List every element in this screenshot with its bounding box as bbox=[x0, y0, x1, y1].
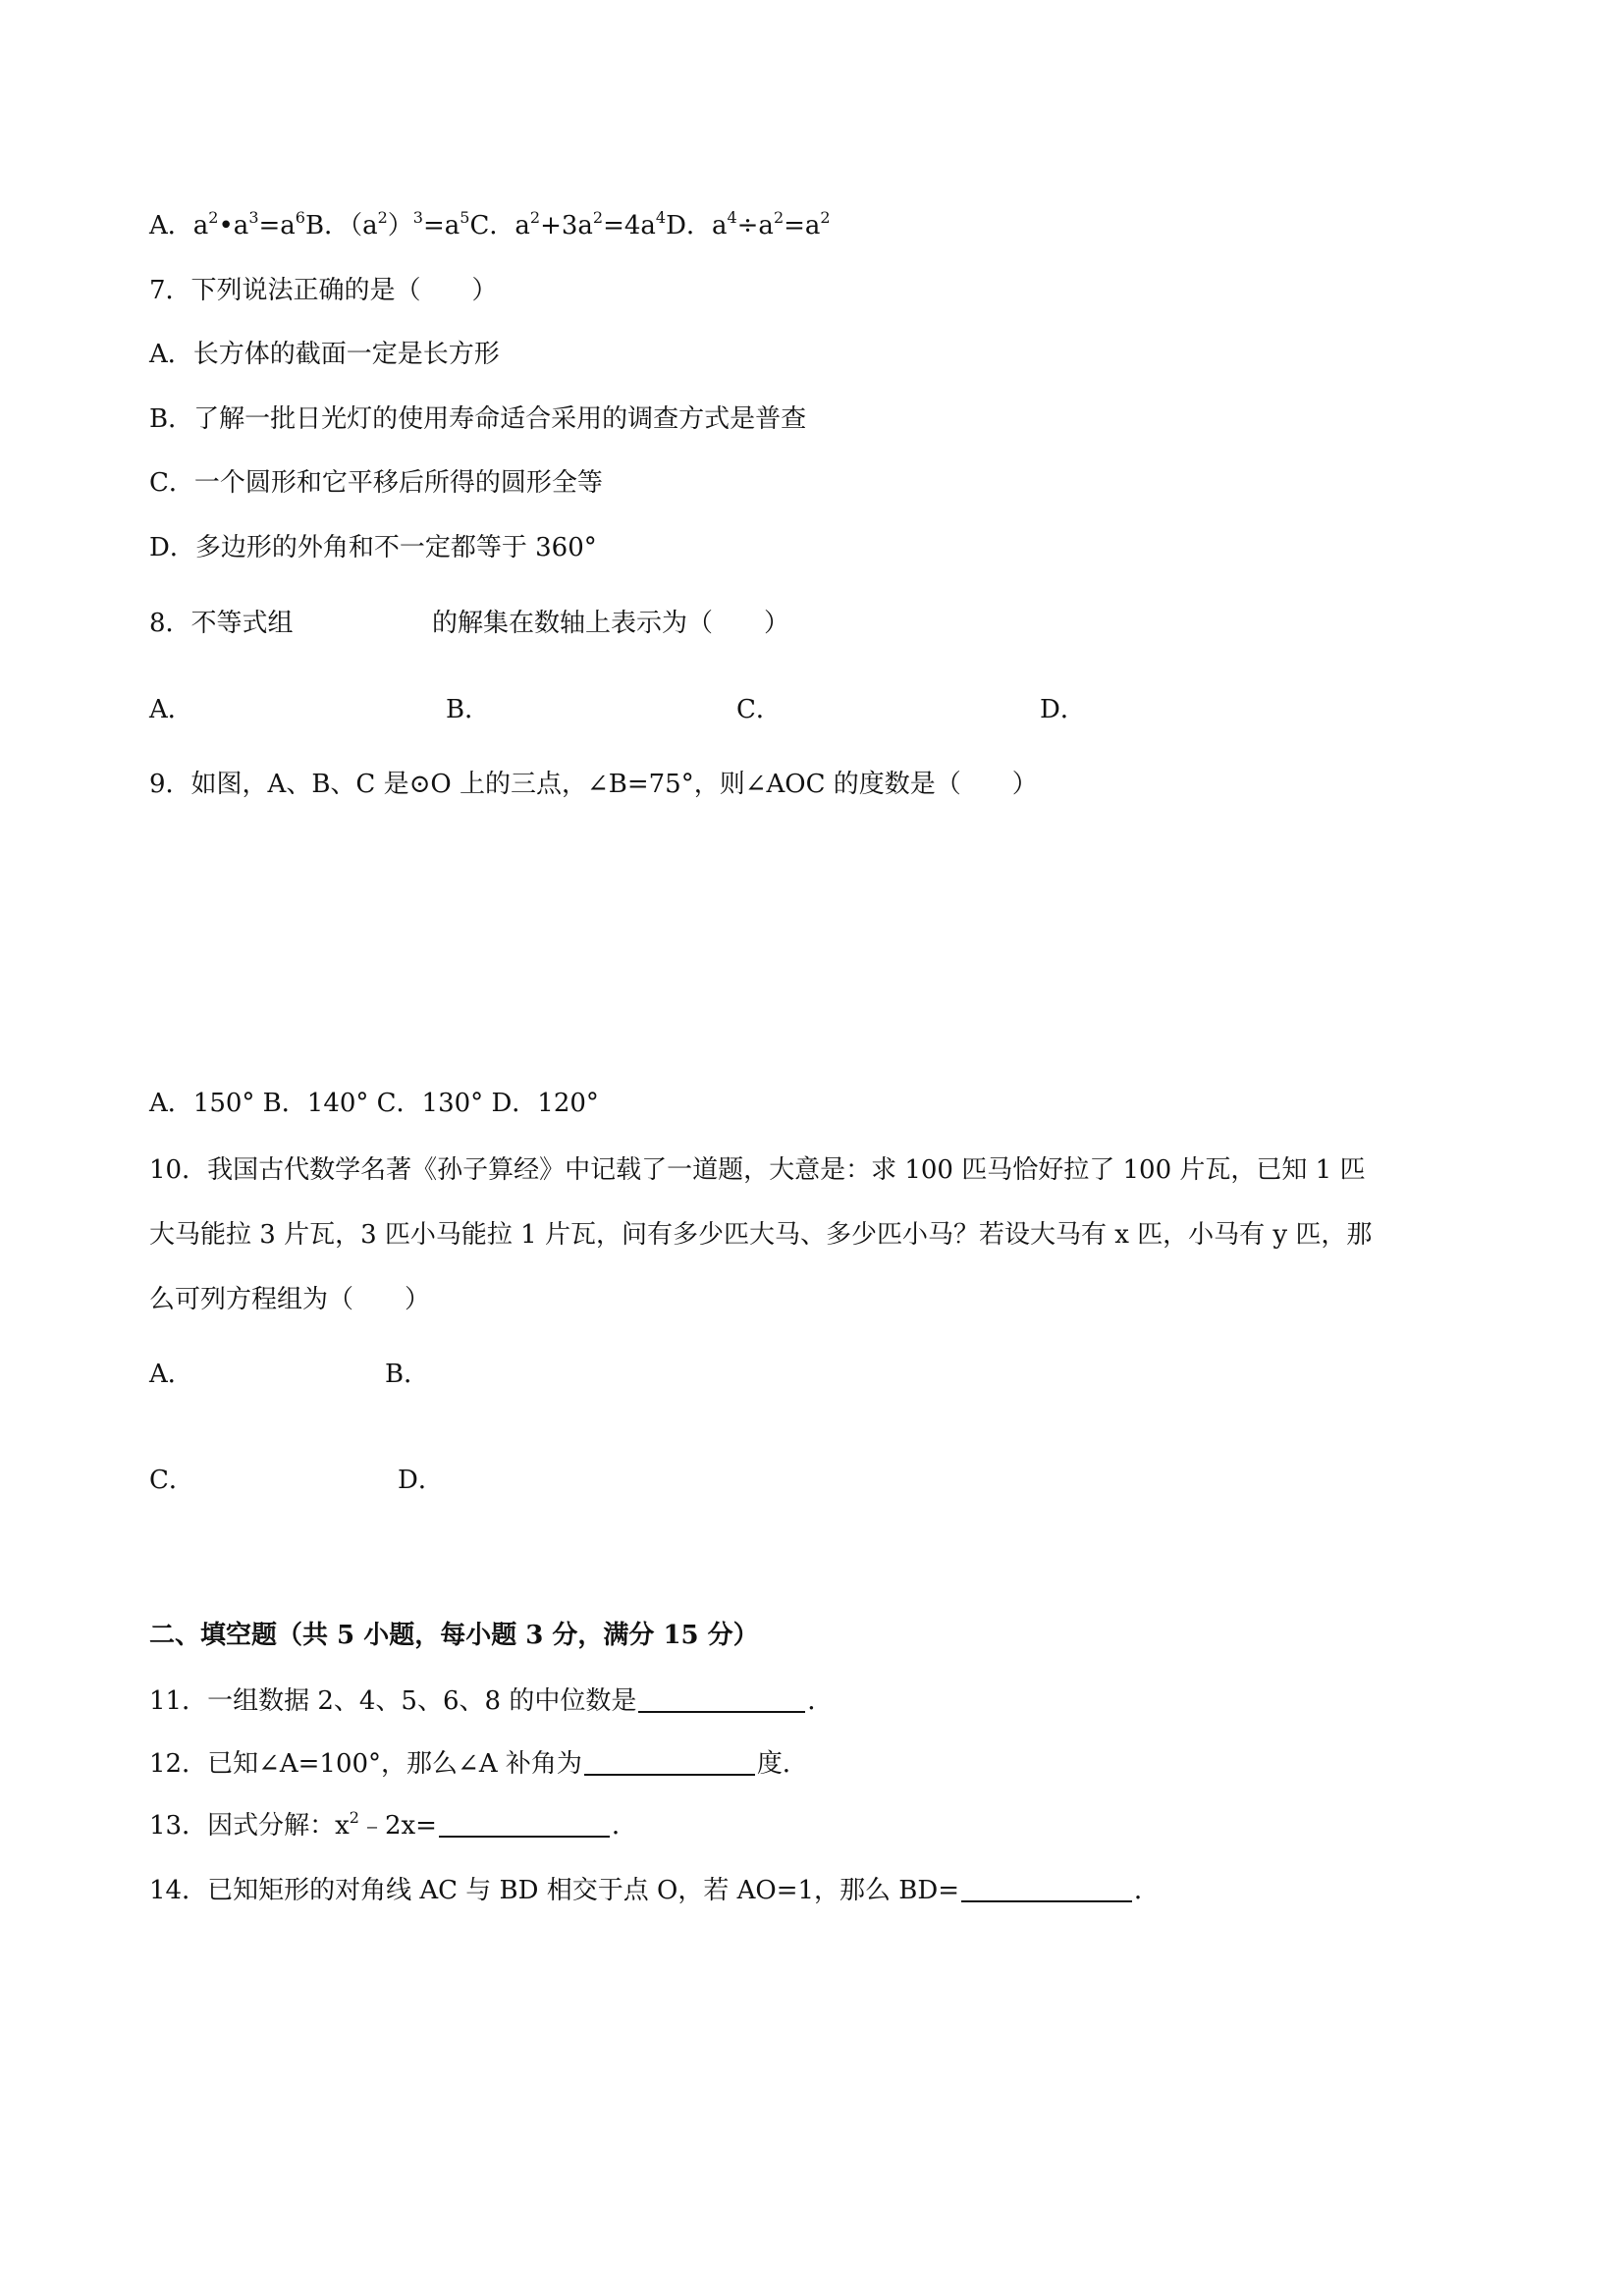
q10-line-2: 大马能拉 3 片瓦，3 匹小马能拉 1 片瓦，问有多少匹大马、多少匹小马？若设大马有 x 匹，小马有 y 匹，那 bbox=[149, 1220, 1373, 1250]
q9-stem: 9．如图，A、B、C 是⊙O 上的三点，∠B=75°，则∠AOC 的度数是（ ） bbox=[149, 770, 1038, 799]
q7-option-d: D．多边形的外角和不一定都等于 360° bbox=[149, 533, 597, 562]
q8-option-b: B． bbox=[446, 695, 491, 724]
q12: 12．已知∠A=100°，那么∠A 补角为 度． bbox=[149, 1744, 808, 1782]
q7-option-c: C．一个圆形和它平移后所得的圆形全等 bbox=[149, 468, 603, 498]
q10-option-c: C． bbox=[149, 1466, 194, 1495]
section-heading: 二、填空题（共 5 小题，每小题 3 分，满分 15 分） bbox=[149, 1621, 759, 1650]
q6-option-d: D．a bbox=[666, 211, 728, 240]
q12-answer-blank[interactable] bbox=[584, 1744, 755, 1776]
q9-options: A．150° B．140° C．130° D．120° bbox=[149, 1089, 599, 1118]
q11: 11．一组数据 2、4、5、6、8 的中位数是 ． bbox=[149, 1682, 833, 1719]
q8-stem-end: 的解集在数轴上表示为（ ） bbox=[432, 609, 790, 638]
q10-line-1: 10．我国古代数学名著《孙子算经》中记载了一道题，大意是：求 100 匹马恰好拉了 100 片瓦，已知 1 匹 bbox=[149, 1155, 1366, 1185]
q10-option-b: B． bbox=[385, 1360, 430, 1389]
q14-answer-blank[interactable] bbox=[961, 1871, 1132, 1902]
q13: 13．因式分解：$x^2﹣2x=$ ． bbox=[149, 1808, 637, 1841]
q8-stem-start: 8．不等式组 bbox=[149, 609, 294, 638]
q10-option-d: D． bbox=[398, 1466, 444, 1495]
q10-option-a: A． bbox=[149, 1360, 193, 1389]
q7-option-b: B．了解一批日光灯的使用寿命适合采用的调查方式是普查 bbox=[149, 404, 807, 434]
q8-option-d: D． bbox=[1040, 695, 1086, 724]
q7-option-a: A．长方体的截面一定是长方形 bbox=[149, 340, 500, 369]
q6-options: A．$a^2•a^3=a^6B$．$(a^2)^3=a^5C$．$a^2+3a^2=4a^4D$．$a^4\div a^2=a^2$ bbox=[149, 208, 831, 240]
q8-option-c: C． bbox=[736, 695, 782, 724]
q10-line-3: 么可列方程组为（ ） bbox=[149, 1285, 431, 1314]
q6-option-c: C．a bbox=[469, 211, 530, 240]
q14: 14．已知矩形的对角线 AC 与 BD 相交于点 O，若 AO=1，那么 BD= ． bbox=[149, 1871, 1160, 1908]
q8-option-a: A． bbox=[149, 695, 193, 724]
q7-stem: 7．下列说法正确的是（ ） bbox=[149, 276, 498, 305]
q11-answer-blank[interactable] bbox=[638, 1682, 805, 1713]
q6-option-a: A．a bbox=[149, 211, 209, 240]
q6-option-b: B．（a bbox=[304, 211, 378, 240]
q13-answer-blank[interactable] bbox=[439, 1806, 610, 1838]
